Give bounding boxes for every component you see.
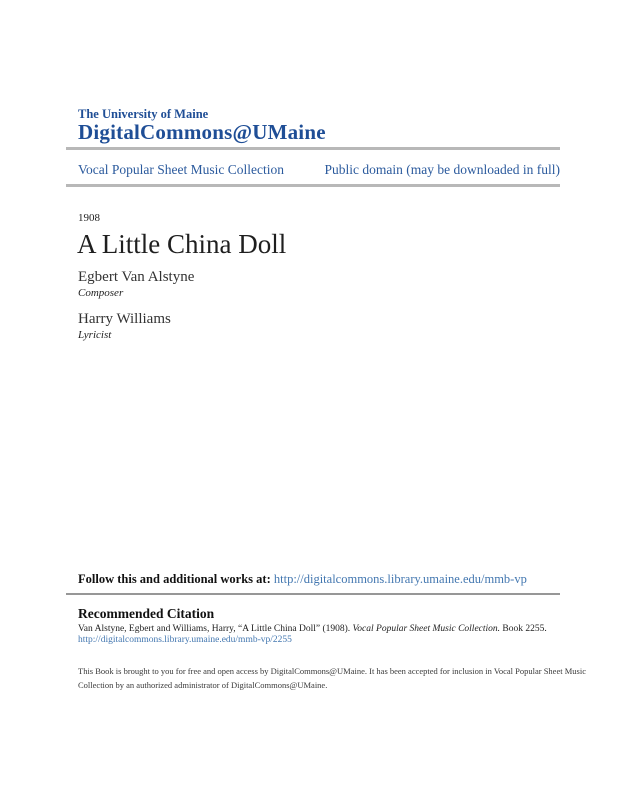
citation-url-link bbox=[78, 635, 292, 645]
institution-name[interactable]: The University of Maine bbox=[78, 107, 209, 121]
collection-bar bbox=[66, 162, 560, 178]
rights-link[interactable]: Public domain (may be downloaded in full) bbox=[324, 162, 560, 177]
citation-text bbox=[78, 623, 548, 635]
document-title: A Little China Doll bbox=[77, 229, 287, 259]
follow-works-line bbox=[78, 572, 527, 587]
citation-divider-line bbox=[66, 593, 560, 595]
recommended-citation-heading: Recommended Citation bbox=[78, 606, 215, 621]
site-logo-text[interactable]: DigitalCommons@UMaine bbox=[78, 120, 326, 144]
citation-text-start: Van Alstyne, Egbert and Williams, Harry, “A Little China Doll” (1908). bbox=[78, 624, 353, 634]
collection-bar-divider-line bbox=[66, 184, 560, 187]
collection-url-link[interactable]: http://digitalcommons.library.umaine.edu/mmb-vp bbox=[273, 572, 527, 586]
citation-text-end: Book 2255. bbox=[500, 624, 547, 634]
author-name-lyricist: Harry Williams bbox=[78, 311, 171, 327]
footer-access-statement-line2: Collection by an authorized administrator of DigitalCommons@UMaine. bbox=[78, 680, 328, 690]
author-role-lyricist: Lyricist bbox=[78, 329, 112, 341]
header-divider-line bbox=[66, 147, 560, 150]
publication-year: 1908 bbox=[78, 212, 100, 224]
author-role-composer: Composer bbox=[78, 287, 124, 299]
footer-access-statement-line1: This Book is brought to you for free and open access by DigitalCommons@UMaine. It has been accepted for inclusion in Vocal Popular Sheet Music bbox=[78, 666, 586, 676]
citation-series-title: Vocal Popular Sheet Music Collection. bbox=[352, 624, 501, 634]
follow-works-label: Follow this and additional works at: bbox=[78, 572, 271, 586]
collection-link[interactable]: Vocal Popular Sheet Music Collection bbox=[78, 162, 284, 177]
author-name-composer: Egbert Van Alstyne bbox=[78, 269, 195, 285]
citation-url[interactable]: http://digitalcommons.library.umaine.edu/mmb-vp/2255 bbox=[78, 635, 292, 645]
